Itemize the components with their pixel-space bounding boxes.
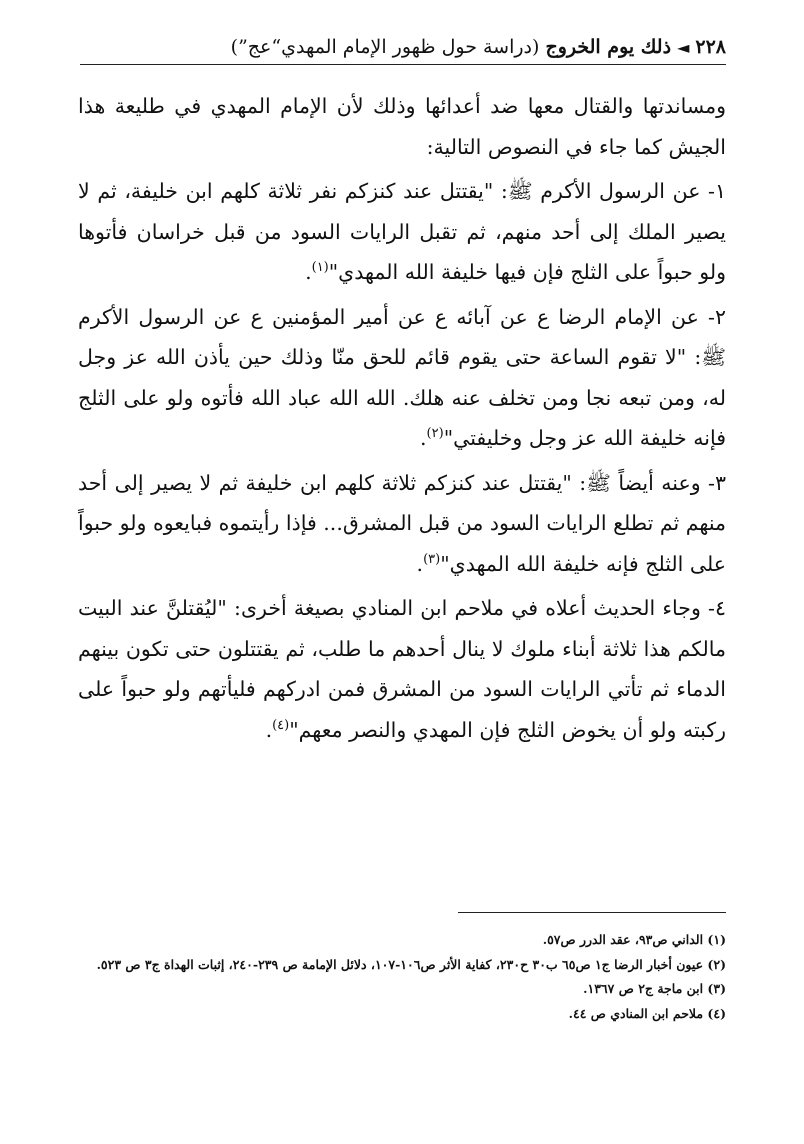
hadith-text: ٣- وعنه أيضاً ﷺ: "يقتتل عند كنزكم ثلاثة كلهم ابن خليفة ثم لا يصير إلى أحد منهم ثم تطلع الرايات السود من قبل المشرق... فإذا رأيتموه فبايعوه ولو حبواً على الثلج فإنه خليفة الله المهدي" [78, 470, 726, 576]
footnote-ref: (٢) [426, 426, 444, 442]
footnote-4: (٤) ملاحم ابن المنادي ص ٤٤. [568, 1005, 726, 1021]
hadith-text: ٤- وجاء الحديث أعلاه في ملاحم ابن المنادي بصيغة أخرى: "ليُقتلنَّ عند البيت مالكم هذا ثلاثة أبناء ملوك لا ينال أحدهم ما طلب، ثم يقتتلون حتى تكون بينهم الدماء ثم تأتي الرايات السود من المشرق فمن ادركهم فليأتهم ولو حبواً على ركبته ولو أن يخوض الثلج فإن المهدي والنصر معهم" [78, 596, 726, 742]
running-header [80, 30, 726, 65]
footnote-3: (٣) ابن ماجة ج٢ ص ١٣٦٧. [583, 981, 726, 996]
footnote-ref: (٣) [423, 551, 441, 567]
hadith-item-3: ٣- وعنه أيضاً ﷺ: "يقتتل عند كنزكم ثلاثة كلهم ابن خليفة ثم لا يصير إلى أحد منهم ثم تطلع الرايات السود من قبل المشرق... فإذا رأيتموه فبايعوه ولو حبواً على الثلج فإنه خليفة الله المهدي"$^{(٣)}$. [78, 470, 726, 576]
main-text [78, 86, 726, 750]
hadith-item-2: ٢- عن الإمام الرضا ع عن آبائه ع عن أمير المؤمنين ع عن الرسول الأكرم ﷺ: "لا تقوم الساعة حتى يقوم قائم للحق منّا وذلك حين يأذن الله عز وجل له، ومن تبعه نجا ومن تخلف عنه هلك. الله الله عباد الله فأتوه ولو على الثلج فإنه خليفة الله عز وجل وخليفتي"$^{(٢)}$. [78, 304, 726, 450]
page-number: ٢٢٨ [695, 36, 726, 58]
footnote-divider [458, 912, 726, 913]
arrow-icon: ◄ [677, 37, 690, 57]
hadith-text: ٢- عن الإمام الرضا ع عن آبائه ع عن أمير المؤمنين ع عن الرسول الأكرم ﷺ: "لا تقوم الساعة حتى يقوم قائم للحق منّا وذلك حين يأذن الله عز وجل له، ومن تبعه نجا ومن تخلف عنه هلك. الله الله عباد الله فأتوه ولو على الثلج فإنه خليفة الله عز وجل وخليفتي" [78, 304, 726, 450]
intro-paragraph: ومساندتها والقتال معها ضد أعدائها وذلك لأن الإمام المهدي في طليعة هذا الجيش كما جاء في النصوص التالية: [78, 94, 726, 159]
hadith-item-4: ٤- وجاء الحديث أعلاه في ملاحم ابن المنادي بصيغة أخرى: "ليُقتلنَّ عند البيت مالكم هذا ثلاثة أبناء ملوك لا ينال أحدهم ما طلب، ثم يقتتلون حتى تكون بينهم الدماء ثم تأتي الرايات السود من المشرق فمن ادركهم فليأتهم ولو حبواً على ركبته ولو أن يخوض الثلج فإن المهدي والنصر معهم"$^{(٤)}$. [78, 596, 726, 742]
book-subtitle: (دراسة حول ظهور الإمام المهدي“عج”) [230, 36, 540, 58]
book-title: ذلك يوم الخروج [545, 36, 672, 58]
footnote-1: (١) الداني ص٩٣، عقد الدرر ص٥٧. [542, 932, 726, 947]
footnote-ref: (١) [311, 260, 329, 276]
footnote-ref: (٤) [272, 717, 290, 733]
footnotes [78, 928, 726, 1026]
hadith-text: ١- عن الرسول الأكرم ﷺ: "يقتتل عند كنزكم نفر ثلاثة كلهم ابن خليفة، ثم لا يصير الملك إلى أحد منهم، ثم تقبل الرايات السود من قبل خراسان فأتوها ولو حبواً على الثلج فإن فيها خليفة الله المهدي" [78, 179, 726, 284]
hadith-item-1: ١- عن الرسول الأكرم ﷺ: "يقتتل عند كنزكم نفر ثلاثة كلهم ابن خليفة، ثم لا يصير الملك إلى أحد منهم، ثم تقبل الرايات السود من قبل خراسان فأتوها ولو حبواً على الثلج فإن فيها خليفة الله المهدي"$^{(١)}$. [78, 179, 726, 284]
footnote-2: (٢) عيون أخبار الرضا ج١ ص٦٥ ب٣٠ ح٢٣٠، كفاية الأثر ص١٠٦-١٠٧، دلائل الإمامة ص ٢٣٩-٢٤٠، إثبات الهداة ج٣ ص ٥٢٣. [96, 956, 726, 972]
